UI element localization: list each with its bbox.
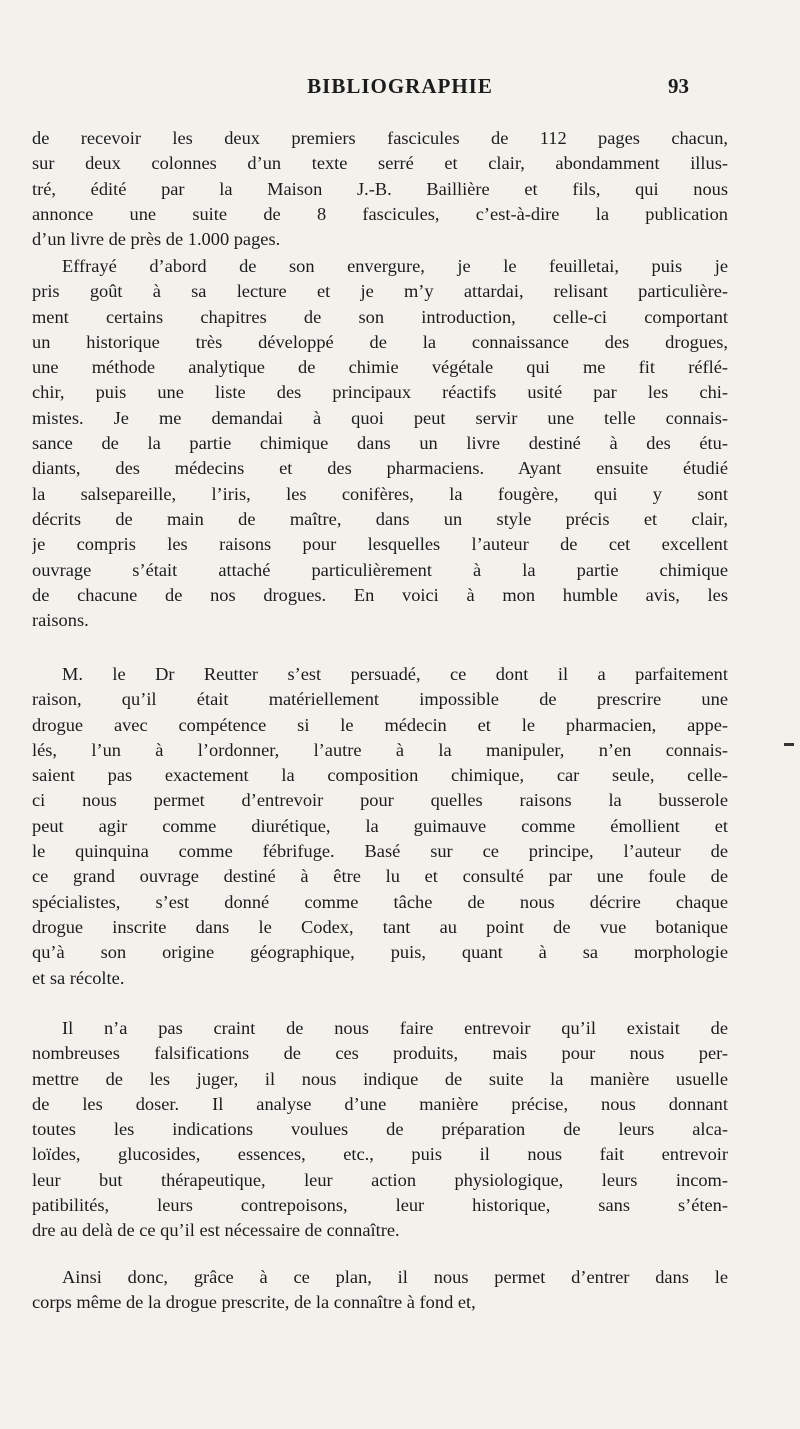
text-line: spécialistes, s’est donné comme tâche de nous décrire chaque [32,891,728,912]
paragraph-1 [32,126,728,252]
text-line: tré, édité par la Maison J.-B. Baillière et fils, qui nous [32,178,728,199]
paragraph-4 [32,1016,728,1244]
text-line: sur deux colonnes d’un texte serré et clair, abondamment illus- [32,153,728,174]
text-line: raisons. [32,610,89,631]
text-line: nombreuses falsifications de ces produits, mais pour nous per- [32,1043,728,1064]
text-line: une méthode analytique de chimie végétale qui me fit réflé- [32,357,728,378]
text-line: peut agir comme diurétique, la guimauve comme émollient et [32,815,728,836]
text-line: la salsepareille, l’iris, les conifères, la fougère, qui y sont [32,483,728,504]
text-line: Ainsi donc, grâce à ce plan, il nous permet d’entrer dans le [62,1267,728,1287]
text-line: diants, des médecins et des pharmaciens. Ayant ensuite étudié [32,458,728,479]
text-line: décrits de main de maître, dans un style précis et clair, [32,508,728,529]
text-line: ci nous permet d’entrevoir pour quelles raisons la busserole [32,790,728,811]
text-line: drogue inscrite dans le Codex, tant au point de vue botanique [32,916,728,937]
text-line: chir, puis une liste des principaux réactifs usité par les chi- [32,382,728,403]
text-line: et sa récolte. [32,967,125,988]
text-line: qu’à son origine géographique, puis, quant à sa morphologie [32,942,728,963]
text-line: leur but thérapeutique, leur action physiologique, leurs incom- [32,1169,728,1190]
text-line: annonce une suite de 8 fascicules, c’est-à-dire la publication [32,203,728,224]
text-line: patibilités, leurs contrepoisons, leur historique, sans s’éten- [32,1195,728,1216]
text-line: loïdes, glucosides, essences, etc., puis il nous fait entrevoir [32,1144,728,1165]
paragraph-3 [32,662,728,991]
text-line: un historique très développé de la connaissance des drogues, [32,331,728,352]
paragraph-2 [32,254,728,633]
text-line: dre au delà de ce qu’il est nécessaire de connaître. [32,1220,400,1241]
paragraph-5 [32,1265,728,1316]
page-number: 93 [668,74,689,98]
text-line: de les doser. Il analyse d’une manière précise, nous donnant [32,1093,728,1114]
text-line: le quinquina comme fébrifuge. Basé sur ce principe, l’auteur de [32,841,728,862]
text-line: corps même de la drogue prescrite, de la connaître à fond et, [32,1292,476,1313]
text-line: saient pas exactement la composition chimique, car seule, celle- [32,765,728,786]
text-line: drogue avec compétence si le médecin et le pharmacien, appe- [32,714,728,735]
running-header-title: BIBLIOGRAPHIE [307,74,493,98]
text-line: Effrayé d’abord de son envergure, je le feuilletai, puis je [62,256,728,276]
text-line: toutes les indications voulues de préparation de leurs alca- [32,1119,728,1140]
text-line: de recevoir les deux premiers fascicules de 112 pages chacun, [32,128,728,148]
text-line: de chacune de nos drogues. En voici à mon humble avis, les [32,584,728,605]
text-line: sance de la partie chimique dans un livre destiné à des étu- [32,433,728,454]
text-line: lés, l’un à l’ordonner, l’autre à la manipuler, n’en connais- [32,739,728,760]
text-line: M. le Dr Reutter s’est persuadé, ce dont il a parfaitement [62,664,728,684]
text-line: je compris les raisons pour lesquelles l’auteur de cet excellent [32,534,728,555]
text-line: pris goût à sa lecture et je m’y attardai, relisant particulière- [32,281,728,302]
text-line: ce grand ouvrage destiné à être lu et consulté par une foule de [32,866,728,887]
text-line: mistes. Je me demandai à quoi peut servir une telle connais- [32,407,728,428]
text-line: d’un livre de près de 1.000 pages. [32,229,281,250]
margin-mark [784,743,794,746]
text-line: ment certains chapitres de son introduction, celle-ci comportant [32,306,728,327]
text-line: raison, qu’il était matériellement impossible de prescrire une [32,689,728,710]
text-line: mettre de les juger, il nous indique de suite la manière usuelle [32,1068,728,1089]
text-line: Il n’a pas craint de nous faire entrevoir qu’il existait de [62,1018,728,1038]
text-line: ouvrage s’était attaché particulièrement à la partie chimique [32,559,728,580]
